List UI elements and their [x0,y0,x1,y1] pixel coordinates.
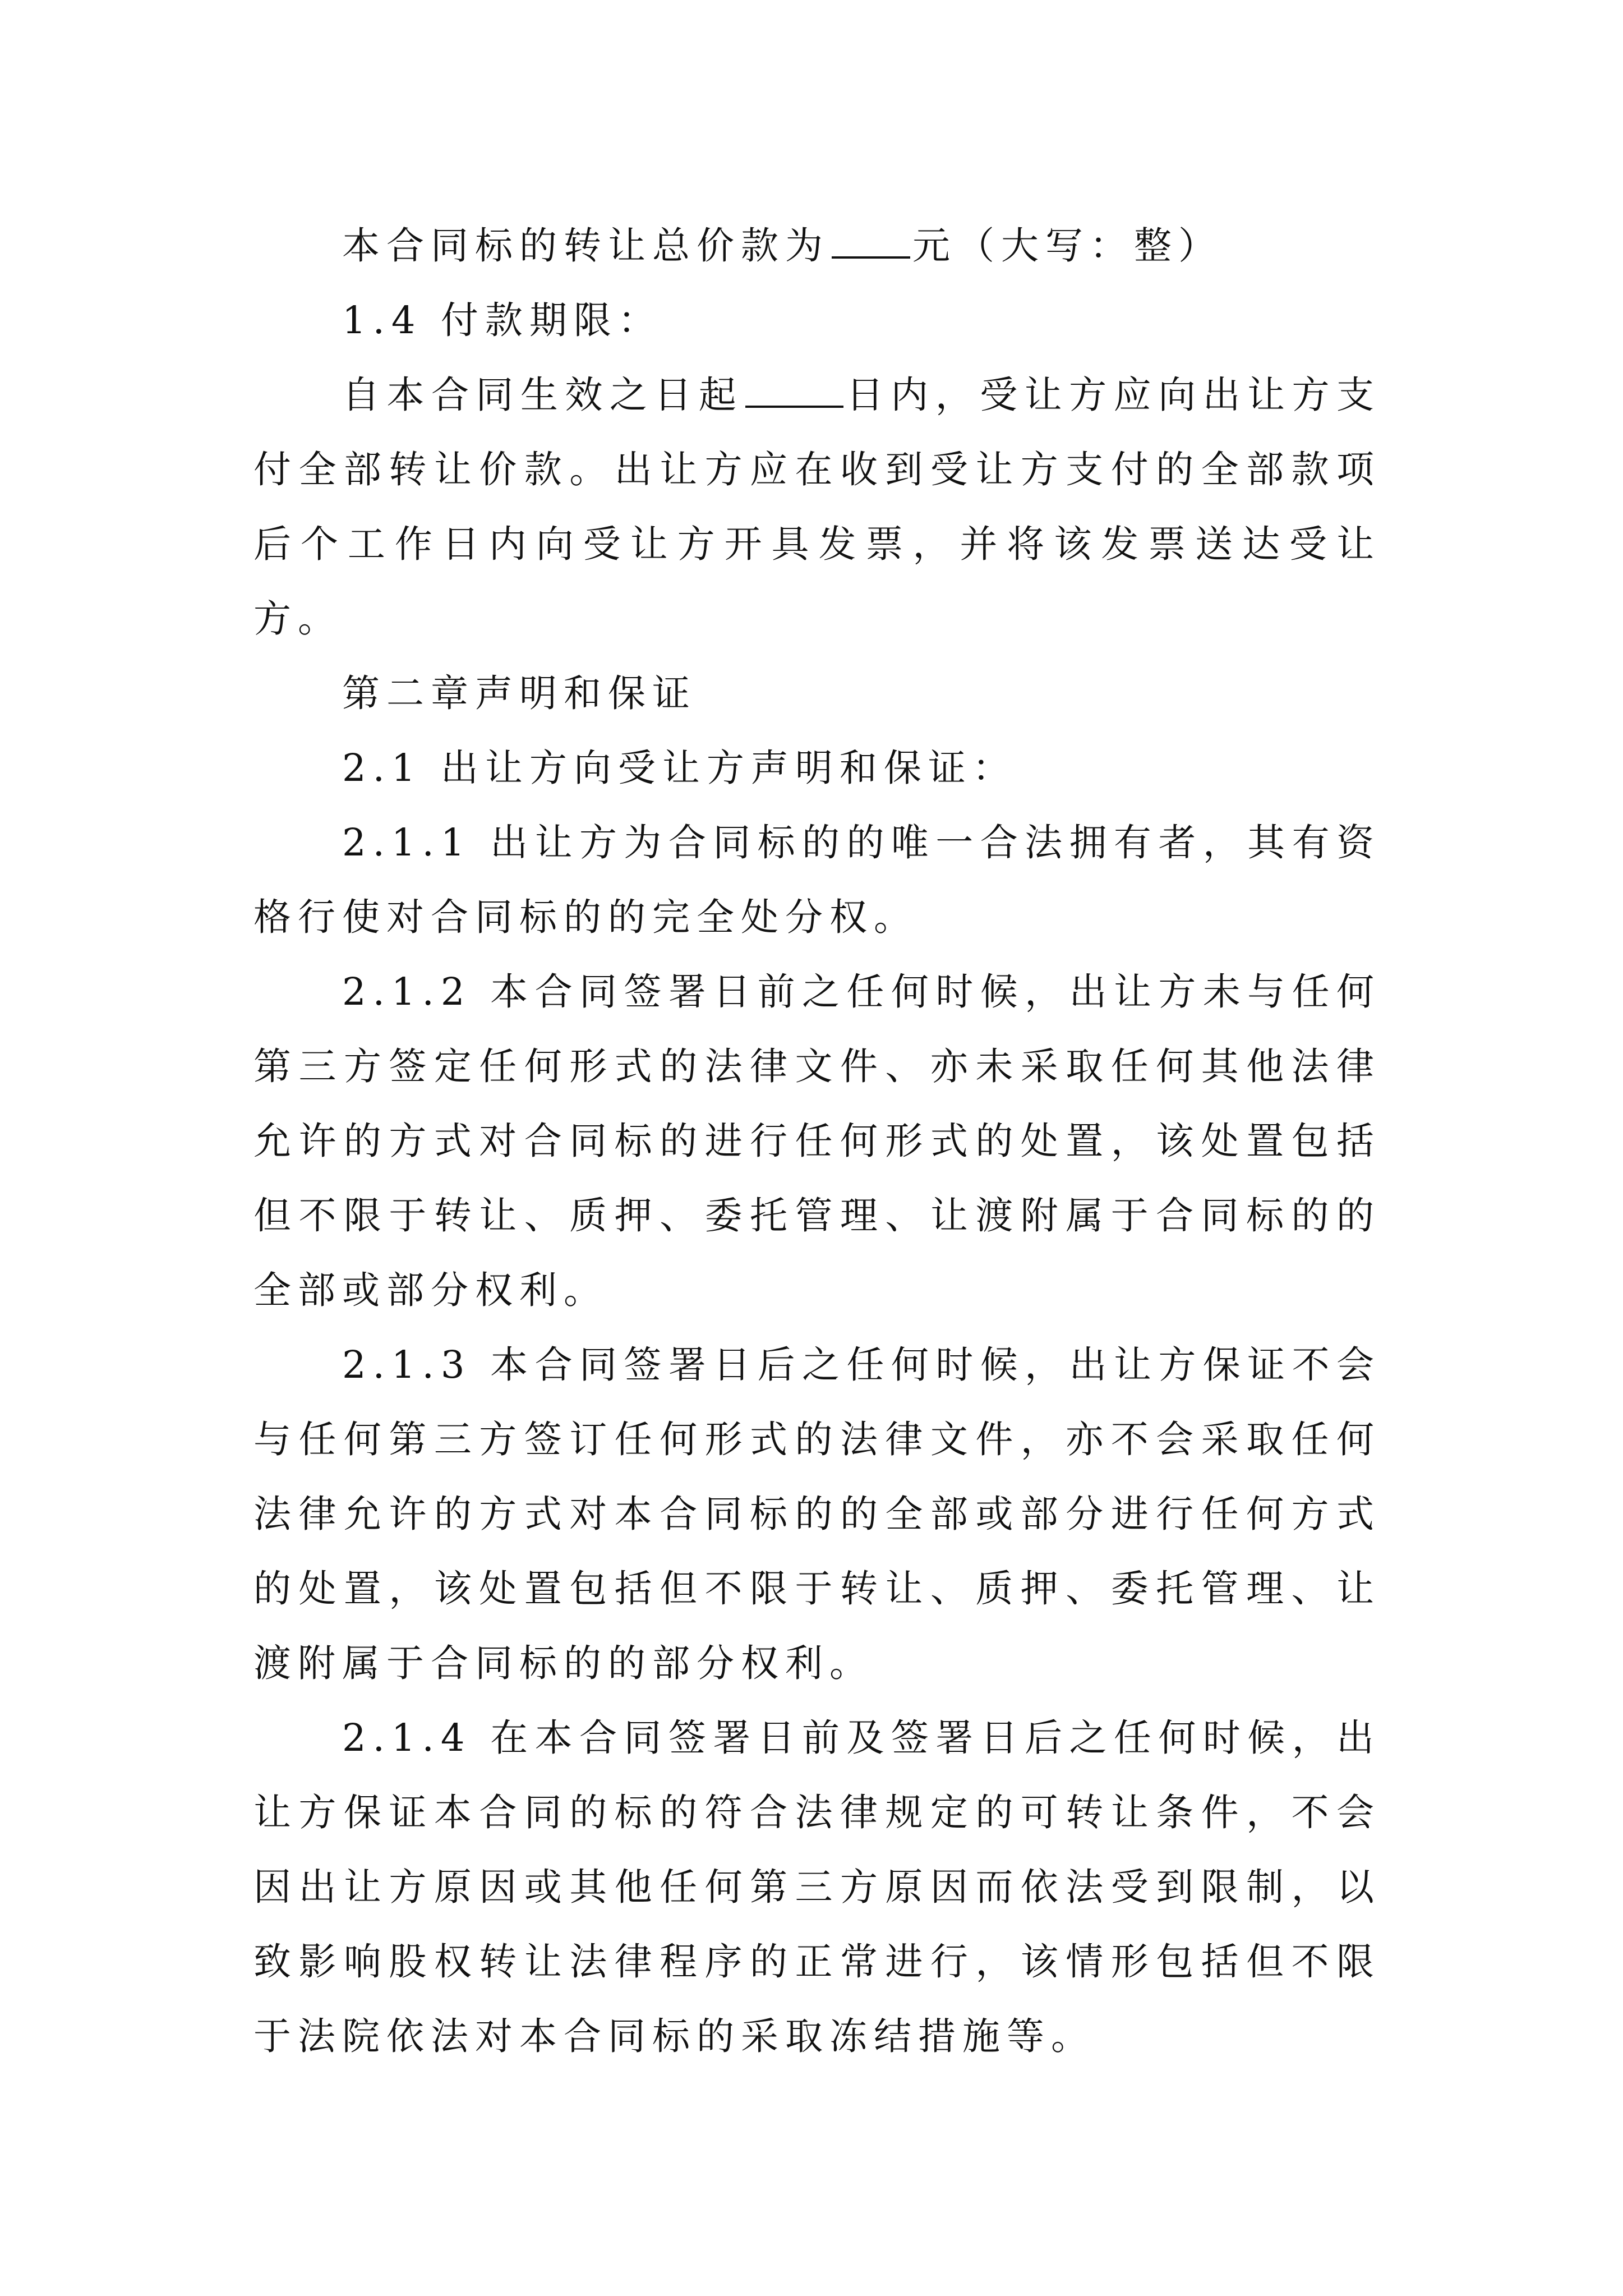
total-price-blank [832,219,910,259]
chapter-heading: 第二章声明和保证 [342,671,697,715]
paragraph-total-price [253,209,1381,283]
total-price-unit-text: 元（大写：整） [912,224,1223,268]
total-price-text: 本合同标的转让总价款为 [342,224,829,268]
clause-2-1-2: 2.1.2 本合同签署日前之任何时候，出让方未与任何第三方签定任何形式的法律文件、亦未采取任何其他法律允许的方式对合同标的进行任何形式的处置，该处置包括但不限于转让、质押、委托管理、让渡附属于合同标的的全部或部分权利。 [253,970,1381,1312]
document-body [253,209,1381,2074]
section-heading-payment-term: 1.4 付款期限： [342,298,662,342]
payment-term-rest-text: 日内，受让方应向出让方支付全部转让价款。出让方应在收到受让方支付的全部款项后个工作日内向受让方开具发票，并将该发票送达受让方。 [253,373,1381,641]
payment-days-blank [745,369,843,408]
paragraph-payment-term [253,358,1381,656]
clause-2-1-3: 2.1.3 本合同签署日后之任何时候，出让方保证不会与任何第三方签订任何形式的法律文件，亦不会采取任何法律允许的方式对本合同标的的全部或部分进行任何方式的处置，该处置包括但不限于转让、质押、委托管理、让渡附属于合同标的的部分权利。 [253,1343,1381,1685]
payment-term-text: 自本合同生效之日起 [342,373,744,417]
clause-2-1-4: 2.1.4 在本合同签署日前及签署日后之任何时候，出让方保证本合同的标的符合法律规定的可转让条件，不会因出让方原因或其他任何第三方原因而依法受到限制，以致影响股权转让法律程序的正常进行，该情形包括但不限于法院依法对本合同标的采取冻结措施等。 [253,1716,1381,2058]
clause-2-1-1: 2.1.1 出让方为合同标的的唯一合法拥有者，其有资格行使对合同标的的完全处分权。 [253,821,1381,939]
section-heading-representations: 2.1 出让方向受让方声明和保证： [342,746,1017,790]
